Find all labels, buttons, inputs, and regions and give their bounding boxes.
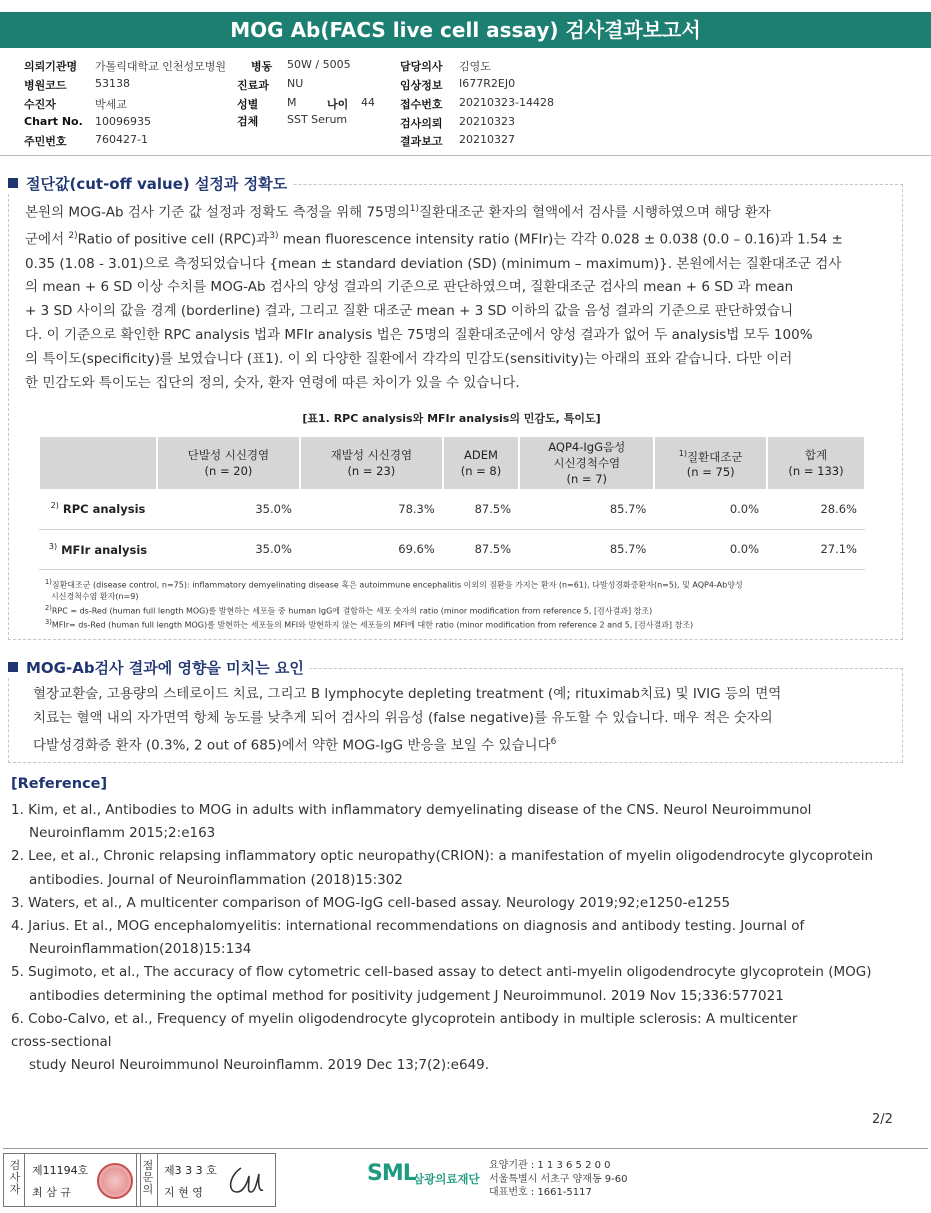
- reviewer-name: 지 현 영: [164, 1186, 203, 1199]
- department-value: NU: [287, 77, 304, 90]
- reference-item: Neuroinflammation(2018)15:134: [29, 941, 252, 958]
- doctor-value: 김영도: [459, 60, 491, 73]
- para-line: 의 mean + 6 SD 이상 수치를 MOG-Ab 검사의 양성 결과의 기준으로 판단하였으며, 질환대조군 검사의 mean + 6 SD 과 mean: [25, 279, 794, 296]
- ward-value: 50W / 5005: [287, 58, 351, 71]
- reviewer-number: 제3 3 3 호: [164, 1164, 217, 1177]
- para-line: 혈장교환술, 고용량의 스테로이드 치료, 그리고 B lymphocyte depleting treatment (예; rituximab치료) 및 IVIG 등의 면역: [33, 686, 782, 702]
- footer: [3, 1148, 928, 1210]
- org-name: 삼광의료재단: [413, 1172, 480, 1186]
- receipt-no-label: 접수번호: [400, 98, 443, 111]
- factors-paragraph: [33, 683, 893, 758]
- ward-label: 병동: [251, 60, 273, 73]
- header-cell: $^{1)}$질환대조군 (n = 75): [654, 437, 767, 489]
- reference-item: study Neurol Neuroimmunol Neuroinflamm. 2019 Dec 13;7(2):e649.: [29, 1057, 490, 1074]
- hospital-code-label: 병원코드: [24, 79, 67, 92]
- header-cell: AQP4-IgG음성 시신경척수염 (n = 7): [519, 437, 654, 489]
- table-cell: 28.6%: [767, 489, 865, 529]
- footnote: $^{2)}$RPC = ds-Red (human full length MOG)를 발현하는 세포들 중 human IgG에 결합하는 세포 숫자의 ratio (minor modification from reference 5, [검사결과] 참조): [45, 603, 653, 616]
- table-title: [표1. RPC analysis와 MFIr analysis의 민감도, 특이도]: [302, 412, 601, 425]
- table-row: [39, 489, 865, 529]
- examiner-stamp-box: [3, 1153, 141, 1207]
- reference-item: 2. Lee, et al., Chronic relapsing inflammatory optic neuropathy(CRION): a manifestation of myelin oligodendrocyte glycoprotein: [11, 848, 874, 865]
- header-empty: [39, 437, 157, 489]
- para-line: 한 민감도와 특이도는 집단의 정의, 숫자, 환자 연령에 따른 차이가 있을 수 있습니다.: [25, 374, 520, 391]
- footnote: $^{3)}$MFIr= ds-Red (human full length MOG)를 발현하는 세포들의 MFI와 발현하지 않는 세포들의 MFI에 대한 ratio (minor modification from reference 2 and 5, [검사결과] 참조): [45, 617, 694, 630]
- hospital-code-value: 53138: [95, 77, 130, 90]
- reference-item: 5. Sugimoto, et al., The accuracy of flow cytometric cell-based assay to detect anti-myelin oligodendrocyte glycoprotein (MOG): [11, 964, 872, 981]
- factors-heading-text: MOG-Ab검사 결과에 영향을 미치는 요인: [26, 659, 304, 677]
- reference-item: 4. Jarius. Et al., MOG encephalomyelitis: international recommendations on diagnosis and antibody testing. Journal of: [11, 918, 805, 935]
- sex-value: M: [287, 96, 297, 109]
- reference-list: [11, 799, 911, 1077]
- sex-label: 성별: [237, 98, 259, 111]
- table-row: [39, 529, 865, 569]
- result-report-label: 결과보고: [400, 135, 443, 148]
- table-cell: 85.7%: [519, 489, 654, 529]
- specimen-value: SST Serum: [287, 113, 348, 126]
- footnote: $^{1)}$질환대조군 (disease control, n=75): inflammatory demyelinating disease 혹은 autoimmune encephalitis 이외의 질환을 가지는 환자 (n=61), 다발성경화증환자(n=5), 및 AQP4-Ab양성: [45, 578, 743, 590]
- patient-info-block: [0, 48, 931, 156]
- para-line: 의 특이도(specificity)를 보였습니다 (표1). 이 외 다양한 질환에서 각각의 민감도(sensitivity)는 아래의 표와 같습니다. 다만 이러: [25, 350, 793, 367]
- header-cell: 합계 (n = 133): [767, 437, 865, 489]
- chart-no-value: 10096935: [95, 115, 151, 128]
- institution-label: 의뢰기관명: [24, 60, 78, 73]
- table-footnotes: [45, 577, 895, 631]
- examinee-label: 수진자: [24, 98, 56, 111]
- reference-item: 1. Kim, et al., Antibodies to MOG in adults with inflammatory demyelinating disease of the CNS. Neurol Neuroimmunol: [11, 802, 812, 818]
- reference-item: 6. Cobo-Calvo, et al., Frequency of myelin oligodendrocyte glycoprotein antibody in multiple sclerosis: A multicenter: [11, 1010, 798, 1027]
- clinical-info-value: I677R2EJ0: [459, 77, 516, 90]
- signature-icon: [225, 1162, 269, 1200]
- para-line: 다발성경화증 환자 (0.3%, 2 out of 685)에서 약한 MOG-IgG 반응을 보일 수 있습니다$^6$: [33, 736, 557, 754]
- table-cell: 0.0%: [654, 489, 767, 529]
- reference-item: Neuroinflamm 2015;2:e163: [29, 825, 216, 842]
- row-label: $^{2)}$ RPC analysis: [39, 489, 157, 529]
- para-line: 군에서 $^{2)}$Ratio of positive cell (RPC)과$^{3)}$ mean fluorescence intensity ratio (MFIr)는 각각 0.028 ± 0.038 (0.0 – 0.16)과 1.54 ±: [25, 231, 843, 248]
- receipt-no-value: 20210323-14428: [459, 96, 554, 109]
- header-cell: 재발성 시신경염 (n = 23): [300, 437, 443, 489]
- para-line: 다. 이 기준으로 확인한 RPC analysis 법과 MFIr analysis 법은 75명의 질환대조군에서 양성 결과가 없어 두 analysis법 모두 100%: [25, 326, 813, 343]
- cutoff-paragraph: [25, 198, 895, 395]
- org-address: 요양기관 : 1 1 3 6 5 2 0 0 서울특별시 서초구 양재동 9-60 대표번호 : 1661-5117: [489, 1160, 628, 1198]
- para-line: 0.35 (1.08 - 3.01)으로 측정되었습니다 {mean ± standard deviation (SD) (minimum – maximum)}. 본원에서는 질환대조군 검사: [25, 255, 842, 272]
- sensitivity-table: [38, 437, 866, 570]
- page-number: 2/2: [872, 1112, 893, 1127]
- official-seal-icon: [97, 1163, 133, 1199]
- header-cell: 단발성 시신경염 (n = 20): [157, 437, 300, 489]
- square-bullet-icon: [8, 662, 18, 672]
- doctor-label: 담당의사: [400, 60, 443, 73]
- reference-item: 3. Waters, et al., A multicenter comparison of MOG-IgG cell-based assay. Neurology 2019;92;e1250-e1255: [11, 894, 731, 911]
- cutoff-section-heading: [8, 173, 293, 194]
- para-line: 치료는 혈액 내의 자가면역 항체 농도를 낮추게 되어 검사의 위음성 (false negative)를 유도할 수 있습니다. 매우 적은 숫자의: [33, 709, 773, 726]
- reviewer-stamp-box: [136, 1153, 276, 1207]
- table-cell: 69.6%: [300, 529, 443, 569]
- resident-no-value: 760427-1: [95, 133, 148, 146]
- table-cell: 87.5%: [443, 489, 519, 529]
- cutoff-heading-text: 절단값(cut-off value) 설정과 정확도: [26, 175, 288, 193]
- reference-item: antibodies determining the optimal method for positivity judgement J Neuroimmunol. 2019 Nov 15;336:577021: [29, 987, 784, 1004]
- test-request-value: 20210323: [459, 115, 515, 128]
- table-cell: 35.0%: [157, 529, 300, 569]
- age-value: 44: [361, 96, 375, 109]
- square-bullet-icon: [8, 178, 18, 188]
- examinee-value: 박세교: [95, 98, 127, 111]
- table-cell: 85.7%: [519, 529, 654, 569]
- table-cell: 27.1%: [767, 529, 865, 569]
- age-label: 나이: [327, 98, 349, 111]
- sml-logo: SML: [367, 1161, 416, 1186]
- examiner-name: 최 삼 규: [32, 1186, 71, 1199]
- reference-item: cross-sectional: [11, 1034, 112, 1051]
- chart-no-label: Chart No.: [24, 115, 83, 128]
- report-title: MOG Ab(FACS live cell assay) 검사결과보고서: [0, 12, 931, 48]
- test-request-label: 검사의뢰: [400, 117, 443, 130]
- clinical-info-label: 임상정보: [400, 79, 443, 92]
- department-label: 진료과: [237, 79, 269, 92]
- row-label: $^{3)}$ MFIr analysis: [39, 529, 157, 569]
- table-cell: 35.0%: [157, 489, 300, 529]
- reference-item: antibodies. Journal of Neuroinflammation (2018)15:302: [29, 871, 403, 888]
- footnote: 시신경척수염 환자(n=9): [51, 592, 139, 602]
- factors-section-heading: [8, 657, 310, 678]
- reviewer-label: 점문의: [142, 1159, 154, 1196]
- table-header-row: [39, 437, 865, 489]
- para-line: + 3 SD 사이의 값을 경계 (borderline) 결과, 그리고 질환 대조군 mean + 3 SD 이하의 값을 음성 결과의 기준으로 판단하였습니: [25, 303, 794, 320]
- table-cell: 0.0%: [654, 529, 767, 569]
- table-cell: 87.5%: [443, 529, 519, 569]
- table-cell: 78.3%: [300, 489, 443, 529]
- institution-value: 가톨릭대학교 인천성모병원: [95, 60, 227, 73]
- reference-heading: [Reference]: [11, 776, 108, 792]
- examiner-number: 제11194호: [32, 1164, 89, 1177]
- specimen-label: 검체: [237, 115, 259, 128]
- examiner-label: 검사자: [9, 1159, 21, 1196]
- para-line: 본원의 MOG-Ab 검사 기준 값 설정과 정확도 측정을 위해 75명의$^{1)}$질환대조군 환자의 혈액에서 검사를 시행하였으며 해당 환자: [25, 204, 771, 221]
- result-report-value: 20210327: [459, 133, 515, 146]
- resident-no-label: 주민번호: [24, 135, 67, 148]
- header-cell: ADEM (n = 8): [443, 437, 519, 489]
